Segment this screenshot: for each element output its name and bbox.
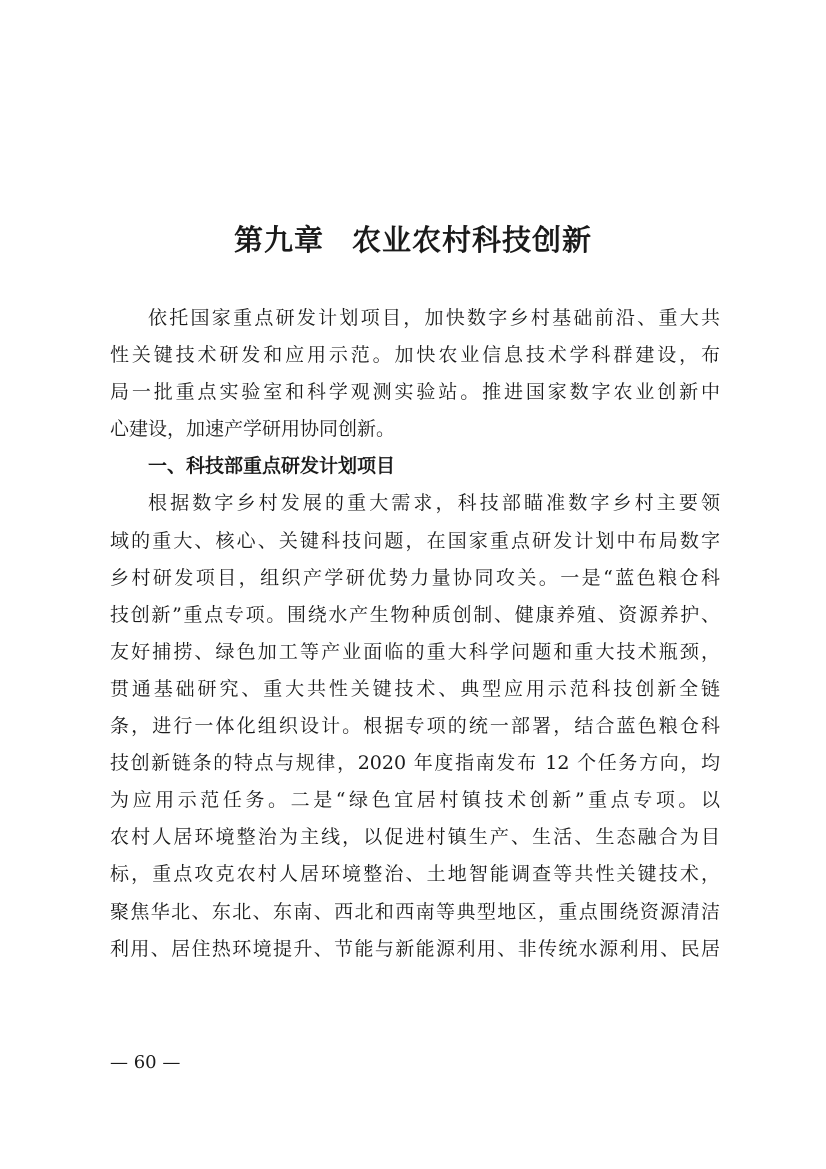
body-paragraph-line: 根据数字乡村发展的重大需求，科技部瞄准数字乡村主要领: [148, 492, 720, 515]
body-paragraph-line: 贯通基础研究、重大共性关键技术、典型应用示范科技创新全链: [110, 677, 720, 700]
page-number: — 60 —: [110, 1052, 181, 1073]
intro-paragraph-line: 局一批重点实验室和科学观测实验站。推进国家数字农业创新中: [110, 381, 720, 404]
chapter-name: 农业农村科技创新: [352, 223, 593, 257]
body-paragraph-line: 条，进行一体化组织设计。根据专项的统一部署，结合蓝色粮仓科: [110, 715, 720, 738]
body-paragraph-line: 标，重点攻克农村人居环境整治、土地智能调查等共性关键技术，: [110, 863, 720, 886]
intro-paragraph-line: 依托国家重点研发计划项目，加快数字乡村基础前沿、重大共: [148, 307, 720, 329]
body-paragraph-line: 聚焦华北、东北、东南、西北和西南等典型地区，重点围绕资源清洁: [110, 900, 720, 923]
section-heading: 一、科技部重点研发计划项目: [148, 455, 396, 478]
intro-paragraph-line: 心建设，加速产学研用协同创新。: [110, 418, 396, 441]
body-paragraph-line: 友好捕捞、绿色加工等产业面临的重大科学问题和重大技术瓶颈，: [110, 640, 720, 663]
chapter-body: [110, 300, 720, 968]
chapter-title: [0, 218, 826, 259]
body-paragraph-line: 乡村研发项目，组织产学研优势力量协同攻关。一是“蓝色粮仓科: [110, 566, 720, 589]
intro-paragraph-line: 性关键技术研发和应用示范。加快农业信息技术学科群建设，布: [110, 344, 720, 367]
chapter-label: 第九章: [233, 223, 324, 257]
body-paragraph-line: 为应用示范任务。二是“绿色宜居村镇技术创新”重点专项。以: [110, 789, 720, 812]
body-paragraph-line: 利用、居住热环境提升、节能与新能源利用、非传统水源利用、民居: [110, 937, 720, 960]
body-paragraph-line: 技创新链条的特点与规律，2020 年度指南发布 12 个任务方向，均: [110, 752, 720, 775]
body-paragraph-line: 技创新”重点专项。围绕水产生物种质创制、健康养殖、资源养护、: [110, 603, 720, 626]
body-paragraph-line: 农村人居环境整治为主线，以促进村镇生产、生活、生态融合为目: [110, 826, 720, 849]
body-paragraph-line: 域的重大、核心、关键科技问题，在国家重点研发计划中布局数字: [110, 529, 720, 552]
